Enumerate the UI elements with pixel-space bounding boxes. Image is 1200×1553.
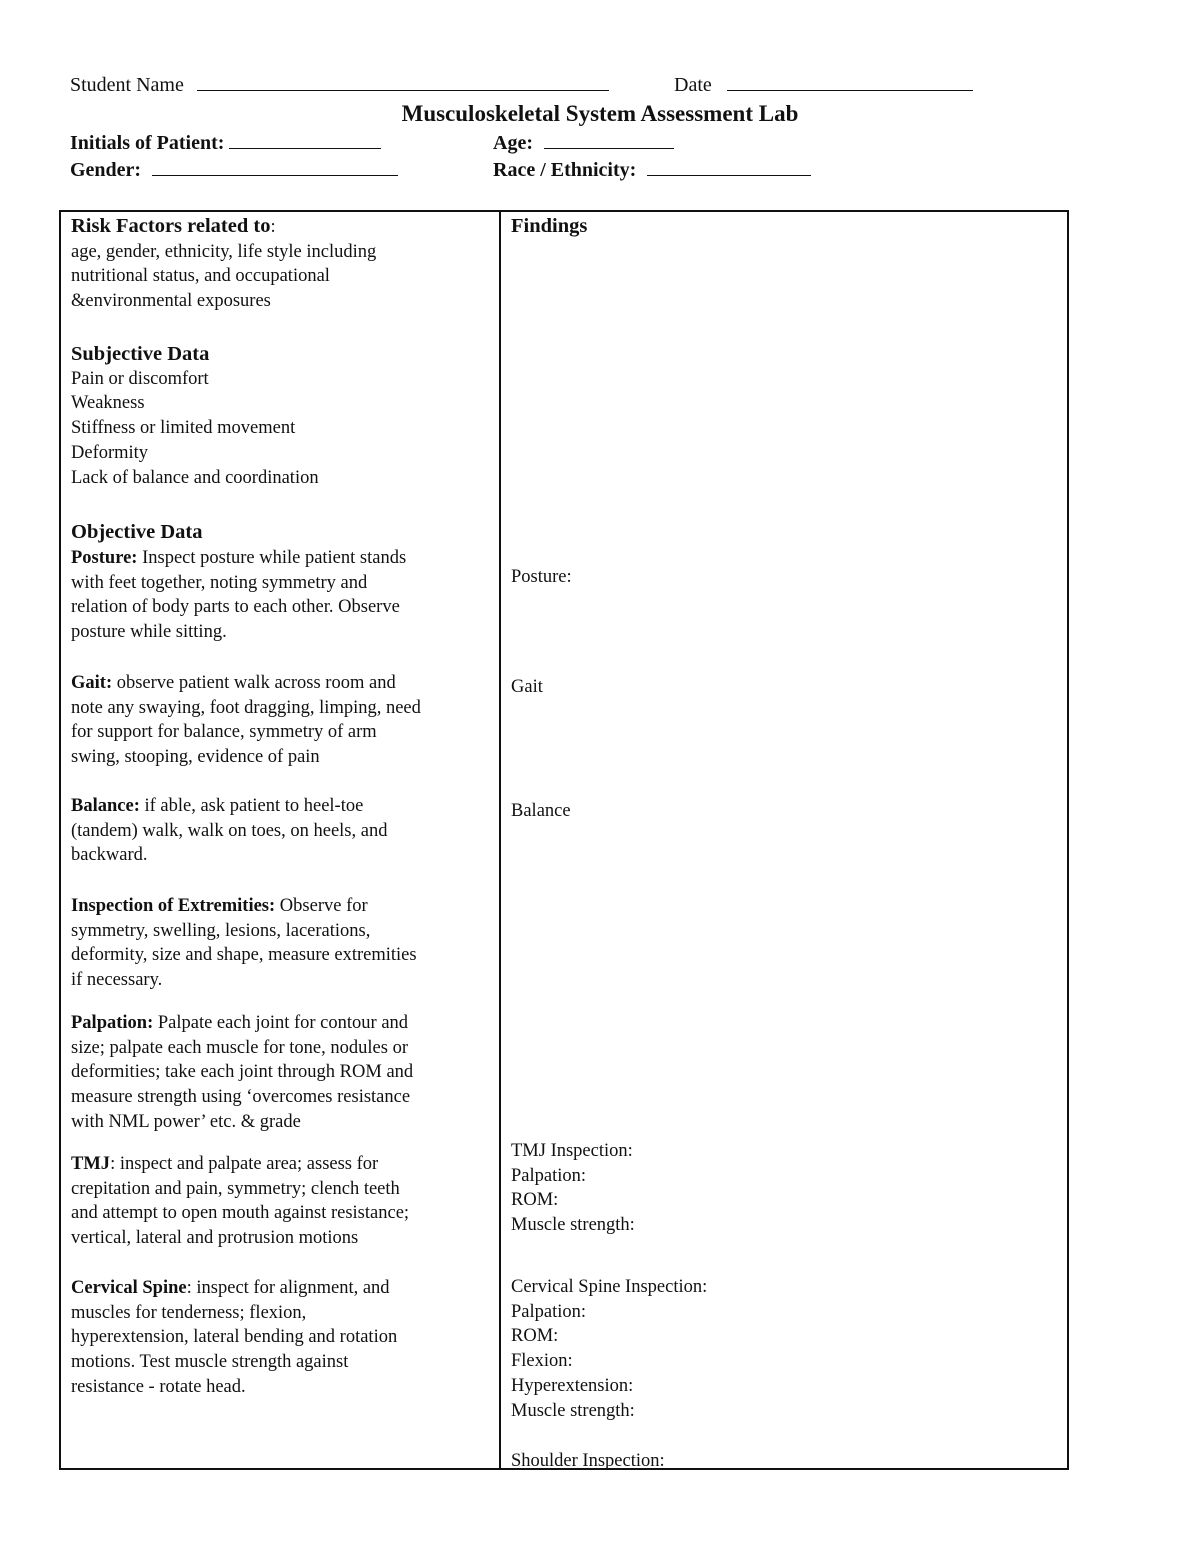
palpation-text: Palpate each joint for contour and bbox=[153, 1013, 409, 1033]
date-label: Date bbox=[674, 74, 712, 96]
assessment-table bbox=[59, 210, 1069, 1470]
extremities-line: symmetry, swelling, lesions, lacerations, bbox=[71, 920, 371, 941]
tmj-label: TMJ bbox=[71, 1154, 111, 1174]
posture-line: posture while sitting. bbox=[71, 622, 227, 643]
finding-cervical-line: Muscle strength: bbox=[511, 1400, 635, 1421]
gait-line: swing, stooping, evidence of pain bbox=[71, 747, 320, 768]
finding-cervical-line: Palpation: bbox=[511, 1301, 587, 1322]
student-name-row bbox=[70, 74, 609, 97]
finding-cervical-line: Cervical Spine Inspection: bbox=[511, 1277, 708, 1297]
gait-block bbox=[71, 671, 491, 770]
date-row bbox=[674, 74, 973, 97]
age-field[interactable] bbox=[544, 132, 674, 149]
gait-line: note any swaying, foot dragging, limping, need bbox=[71, 697, 421, 718]
posture-line: relation of body parts to each other. Observe bbox=[71, 597, 400, 618]
tmj-text: : inspect and palpate area; assess for bbox=[110, 1154, 379, 1174]
extremities-block bbox=[71, 894, 491, 993]
palpation-line: deformities; take each joint through ROM and bbox=[71, 1062, 414, 1083]
risk-factors-line: age, gender, ethnicity, life style including bbox=[71, 241, 377, 262]
date-field[interactable] bbox=[727, 74, 973, 91]
race-label: Race / Ethnicity: bbox=[493, 159, 637, 181]
subjective-item: Pain or discomfort bbox=[71, 368, 209, 389]
race-field[interactable] bbox=[647, 159, 811, 176]
cervical-spine-label: Cervical Spine bbox=[71, 1278, 187, 1298]
cervical-spine-line: muscles for tenderness; flexion, bbox=[71, 1302, 307, 1323]
subjective-data-block bbox=[71, 342, 491, 490]
finding-cervical-line: Hyperextension: bbox=[511, 1375, 634, 1396]
balance-text: if able, ask patient to heel-toe bbox=[139, 796, 364, 816]
cervical-spine-line: hyperextension, lateral bending and rotation bbox=[71, 1327, 398, 1348]
subjective-item: Weakness bbox=[71, 393, 145, 414]
student-name-field[interactable] bbox=[197, 74, 609, 91]
finding-gait-label: Gait bbox=[511, 677, 543, 697]
balance-line: backward. bbox=[71, 845, 148, 866]
cervical-spine-line: motions. Test muscle strength against bbox=[71, 1352, 349, 1373]
column-divider bbox=[499, 212, 501, 1468]
palpation-block bbox=[71, 1011, 491, 1135]
finding-tmj-line: Palpation: bbox=[511, 1165, 587, 1186]
gait-line: for support for balance, symmetry of arm bbox=[71, 722, 377, 743]
risk-factors-line: &environmental exposures bbox=[71, 291, 271, 312]
subjective-data-heading: Subjective Data bbox=[71, 343, 210, 365]
cervical-spine-text: : inspect for alignment, and bbox=[186, 1278, 390, 1298]
risk-factors-colon: : bbox=[270, 217, 276, 237]
findings-heading: Findings bbox=[511, 215, 588, 237]
posture-text: Inspect posture while patient stands bbox=[137, 548, 407, 568]
palpation-line: size; palpate each muscle for tone, nodules or bbox=[71, 1037, 408, 1058]
posture-block bbox=[71, 546, 491, 645]
initials-label: Initials of Patient: bbox=[70, 132, 225, 154]
posture-label: Posture: bbox=[71, 548, 138, 568]
student-name-label: Student Name bbox=[70, 74, 184, 96]
gait-text: observe patient walk across room and bbox=[112, 673, 396, 693]
risk-factors-heading: Risk Factors related to bbox=[71, 215, 271, 237]
tmj-line: vertical, lateral and protrusion motions bbox=[71, 1228, 359, 1249]
balance-line: (tandem) walk, walk on toes, on heels, and bbox=[71, 820, 388, 841]
gender-row bbox=[70, 159, 398, 182]
finding-posture-label: Posture: bbox=[511, 567, 572, 587]
gait-label: Gait: bbox=[71, 673, 113, 693]
cervical-spine-block bbox=[71, 1276, 491, 1400]
extremities-line: deformity, size and shape, measure extremities bbox=[71, 945, 417, 966]
tmj-line: crepitation and pain, symmetry; clench teeth bbox=[71, 1178, 400, 1199]
objective-data-heading: Objective Data bbox=[71, 521, 203, 543]
gender-label: Gender: bbox=[70, 159, 142, 181]
objective-data-heading-block bbox=[71, 520, 491, 545]
posture-line: with feet together, noting symmetry and bbox=[71, 572, 368, 593]
finding-cervical-line: Flexion: bbox=[511, 1351, 573, 1372]
risk-factors-line: nutritional status, and occupational bbox=[71, 266, 330, 287]
finding-shoulder-label: Shoulder Inspection: bbox=[511, 1451, 665, 1471]
tmj-line: and attempt to open mouth against resistance; bbox=[71, 1203, 410, 1224]
finding-cervical-line: ROM: bbox=[511, 1326, 559, 1347]
findings-heading-block bbox=[511, 214, 1051, 239]
finding-balance[interactable] bbox=[511, 799, 1051, 824]
palpation-line: with NML power’ etc. & grade bbox=[71, 1111, 301, 1132]
finding-posture[interactable] bbox=[511, 565, 1051, 590]
risk-factors-block bbox=[71, 214, 491, 314]
finding-shoulder[interactable] bbox=[511, 1449, 1051, 1474]
page-title: Musculoskeletal System Assessment Lab bbox=[401, 101, 799, 126]
cervical-spine-line: resistance - rotate head. bbox=[71, 1376, 246, 1397]
extremities-label: Inspection of Extremities: bbox=[71, 896, 276, 916]
subjective-item: Stiffness or limited movement bbox=[71, 418, 296, 439]
balance-block bbox=[71, 794, 491, 868]
finding-tmj-line: TMJ Inspection: bbox=[511, 1141, 633, 1161]
extremities-text: Observe for bbox=[275, 896, 368, 916]
finding-tmj[interactable] bbox=[511, 1139, 1051, 1238]
subjective-item: Deformity bbox=[71, 442, 149, 463]
age-row bbox=[493, 132, 674, 155]
gender-field[interactable] bbox=[152, 159, 398, 176]
initials-row bbox=[70, 132, 381, 155]
age-label: Age: bbox=[493, 132, 533, 154]
initials-field[interactable] bbox=[229, 132, 381, 149]
finding-gait[interactable] bbox=[511, 675, 1051, 700]
extremities-line: if necessary. bbox=[71, 970, 163, 991]
palpation-label: Palpation: bbox=[71, 1013, 154, 1033]
palpation-line: measure strength using ‘overcomes resistance bbox=[71, 1087, 411, 1108]
finding-tmj-line: Muscle strength: bbox=[511, 1215, 635, 1236]
finding-balance-label: Balance bbox=[511, 801, 571, 821]
balance-label: Balance: bbox=[71, 796, 140, 816]
finding-cervical-spine[interactable] bbox=[511, 1275, 1051, 1423]
tmj-block bbox=[71, 1152, 491, 1251]
race-row bbox=[493, 159, 811, 182]
subjective-item: Lack of balance and coordination bbox=[71, 467, 319, 488]
finding-tmj-line: ROM: bbox=[511, 1190, 559, 1211]
